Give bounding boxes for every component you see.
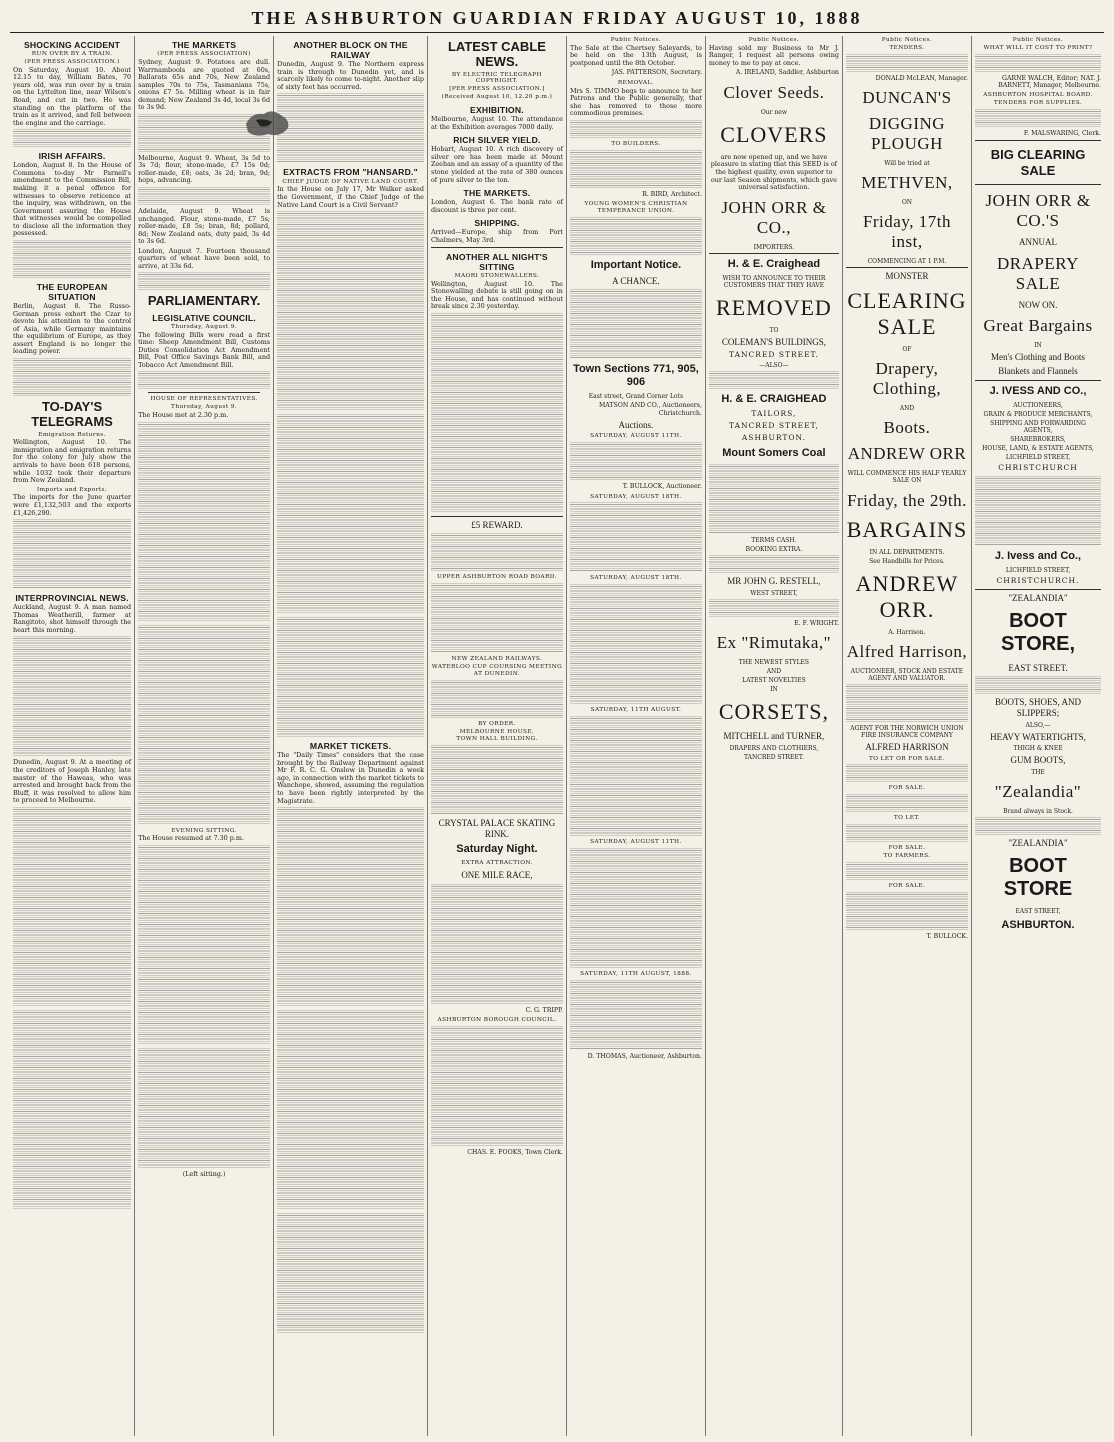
lichfield-street: LICHFIELD STREET, — [1005, 566, 1071, 574]
tenders-supplies: TENDERS FOR SUPPLIES. — [993, 100, 1083, 107]
notice-railways: NEW ZEALAND RAILWAYS. — [451, 656, 543, 663]
article-text: Melbourne, August 9. Wheat, 3s 5d to 3s 7d; flour, stone-made, £7 15s 0d; roller-made, £8; oats, 3s 2d; bran, 9d; hops, advancing. — [138, 153, 271, 185]
annual: ANNUAL — [1019, 237, 1057, 247]
text-block — [975, 676, 1101, 694]
headline-interprovincial-news: INTERPROVINCIAL NEWS. — [15, 593, 129, 604]
text-block — [975, 476, 1101, 546]
auction-date: SATURDAY, AUGUST 11TH. — [590, 433, 682, 440]
signature: T. BULLOCK, Auctioneer. — [622, 483, 702, 491]
ad-line: Will be tried at — [884, 160, 930, 168]
subhead: MAORI STONEWALLERS. — [454, 272, 540, 279]
christchurch: CHRISTCHURCH. — [996, 576, 1080, 586]
europe-map-illustration — [238, 94, 300, 144]
text-block — [846, 824, 968, 842]
terms-cash: TERMS CASH. — [751, 536, 797, 544]
drapery-clothing: Drapery, Clothing, — [872, 359, 942, 399]
headline-shipping: SHIPPING. — [474, 218, 520, 229]
andrew-orr-sig: ANDREW ORR. — [855, 570, 959, 622]
notice-borough-council: ASHBURTON BOROUGH COUNCIL. — [437, 1017, 557, 1024]
article-text: Melbourne, August 10. The attendance at the Exhibition averages 7000 daily. — [430, 115, 563, 131]
headline-extracts-hansard: EXTRACTS FROM "HANSARD." — [283, 167, 418, 178]
signature: C. G. TRIPP. — [525, 1006, 563, 1014]
also: ALSO,— — [1025, 721, 1051, 729]
text-block — [431, 313, 563, 513]
latest-novelties: LATEST NOVELTIES — [742, 677, 806, 685]
important-notice: Important Notice. — [590, 258, 682, 271]
text-block — [13, 1010, 131, 1210]
digging-plough: DIGGING PLOUGH — [868, 114, 946, 154]
text-block — [431, 583, 563, 653]
article-text: Wellington, August 10. The immigration and emigration returns for the colony for July show the arrivals to have been 618 persons, while 1032 took their departure from New Zealand. — [13, 438, 132, 485]
auction-date: SATURDAY, 11TH AUGUST, 1888. — [580, 970, 692, 977]
a-harrison: A. Harrison. — [888, 628, 926, 636]
dateline: (Received August 10, 12.20 p.m.) — [441, 94, 553, 101]
ivess-heading: J. IVESS AND CO., — [989, 384, 1087, 397]
ad-line: WILL COMMENCE HIS HALF YEARLY SALE ON — [847, 470, 967, 485]
friday-29th: Friday, the 29th. — [847, 490, 967, 510]
text-block — [846, 892, 968, 930]
text-block — [277, 1010, 424, 1210]
what-will-it-cost: WHAT WILL IT COST TO PRINT? — [983, 44, 1093, 51]
big-clearing-sale: BIG CLEARING SALE — [990, 147, 1086, 178]
signature: DONALD McLEAN, Manager. — [875, 74, 968, 82]
text-block — [570, 289, 702, 359]
article-text: London, August 6. The bank rate of discount is three per cent. — [430, 198, 563, 214]
great-bargains: Great Bargains — [983, 316, 1093, 336]
drapers-clothiers: DRAPERS AND CLOTHIERS, — [729, 745, 819, 752]
ivess-sig: J. Ivess and Co., — [994, 550, 1082, 563]
to-farmers: TO FARMERS. — [883, 852, 931, 859]
text-block — [13, 519, 131, 589]
text-block — [846, 764, 968, 782]
text-block — [13, 129, 131, 147]
craighead-tailors: H. & E. CRAIGHEAD — [721, 393, 827, 406]
west-street: WEST STREET, — [750, 589, 798, 597]
press-credit: [PER PRESS ASSOCIATION.] — [449, 86, 545, 93]
column-5 — [567, 36, 706, 1436]
notice-skating-rink: CRYSTAL PALACE SKATING RINK. — [438, 818, 556, 839]
zealandia-brand: "Zealandia" — [994, 781, 1082, 801]
auction-date: SATURDAY, AUGUST 18TH. — [590, 575, 682, 582]
article-text: Dunedin, August 9. The Northern express train is through to Dunedin yet, and is scarcely likely to come to-night. Another slip of sixty feet has occurred. — [277, 60, 424, 91]
heavy-watertights: HEAVY WATERTIGHTS, — [990, 731, 1086, 742]
text-block — [709, 599, 839, 617]
article-text: The House resumed at 7.30 p.m. — [138, 834, 244, 843]
ad-line: Our new — [760, 108, 787, 116]
signature: JAS. PATTERSON, Secretary. — [611, 69, 702, 77]
mount-somers-coal: Mount Somers Coal — [722, 446, 826, 459]
boot-store-2: BOOT STORE — [1003, 854, 1073, 901]
andrew-orr: ANDREW ORR — [847, 444, 967, 464]
headline-all-nights-sitting: ANOTHER ALL NIGHT'S SITTING — [446, 251, 548, 272]
text-block — [846, 862, 968, 880]
text-block — [431, 680, 563, 718]
ad-line: TO — [769, 326, 779, 334]
dateline: Thursday, August 9. — [171, 404, 238, 411]
text-block — [570, 716, 702, 836]
notice-text: Mrs S. TIMMO begs to announce to her Patrons and the Public generally, that she has removed to those more commodious premises. — [569, 86, 702, 118]
article-text: Berlin, August 8. The Russo-German press exhort the Czar to devote his attention to the control of Asia, while Germany maintains the equilibrium of Europe, as they assert England is no longer the leading power. — [13, 302, 132, 356]
article-text: Dunedin, August 9. At a meeting of the creditors of Joseph Hanley, late master of the Haweas, who was arrested and brought back from the Bluff, it was resolved to allow him to proceed to Melbourne. — [13, 758, 132, 805]
text-block — [846, 794, 968, 812]
dateline: Thursday, August 9. — [171, 323, 238, 330]
headline-latest-cable-news: LATEST CABLE NEWS. — [447, 39, 546, 70]
east-street-2: EAST STREET, — [1015, 907, 1061, 915]
also: —ALSO— — [759, 362, 789, 370]
divider — [846, 267, 968, 268]
notice-text: The Sale at the Chertsey Saleyards, to be held on the 13th August, is postponed until the 8th October. — [569, 43, 702, 67]
text-block — [277, 617, 424, 737]
text-block — [138, 187, 270, 205]
text-block — [138, 422, 270, 622]
headline-another-block: ANOTHER BLOCK ON THE RAILWAY — [293, 40, 408, 61]
divider — [975, 184, 1101, 185]
boot-store: BOOT STORE, — [1000, 609, 1076, 656]
text-block — [277, 211, 424, 411]
text-block — [570, 120, 702, 138]
signature: A. IRELAND, Saddler, Ashburton — [735, 69, 839, 77]
ad-line: WISH TO ANNOUNCE TO THEIR CUSTOMERS THAT THEY HAVE — [722, 274, 826, 289]
one-mile-race: ONE MILE RACE, — [461, 870, 533, 881]
notice-melbourne-house: MELBOURNE HOUSE, — [459, 728, 535, 735]
text-block — [431, 1026, 563, 1146]
reward-notice: £5 REWARD. — [471, 519, 523, 530]
text-block — [570, 502, 702, 572]
shipping-forwarding: SHIPPING AND FORWARDING AGENTS, — [990, 419, 1086, 434]
press-credit: (PER PRESS ASSOCIATION.) — [24, 58, 120, 65]
divider — [431, 516, 563, 517]
article-text: London, August 8. In the House of Commons to-day Mr Parnell's amendment to the Commission Bill, making it a penal offence for witnesses to observe reticence at the inquiry, was withdrawn, on the Government assuring the House that witnesses would be compelled to disclose all the information they possessed. — [13, 161, 132, 238]
column-3 — [274, 36, 428, 1436]
zealandia-label: "ZEALANDIA" — [1008, 592, 1068, 603]
ashburton: ASHBURTON. — [741, 433, 806, 443]
signature: R. BIRD, Architect. — [642, 190, 702, 198]
for-sale: FOR SALE. — [888, 785, 926, 792]
thigh-knee: THIGH & KNEE — [1013, 745, 1063, 753]
subhead: Imports and Exports. — [36, 486, 108, 493]
article-text: Sydney, August 9. Potatoes are dull. Warrnambools are quoted at 60s, Ballarats 65s and 70s, New Zealand samples 70s to 75s, Tasmanians 75s, onions £7 5s. Milling wheat is in fair demand; New Zealand 3s 4d, local 3s 6d to 3s 9d. — [138, 57, 271, 112]
john-orr-cos: JOHN ORR & CO.'S — [985, 190, 1091, 230]
signature: T. BULLOCK. — [926, 932, 968, 940]
hospital-board: ASHBURTON HOSPITAL BOARD. — [983, 92, 1093, 99]
text-block — [570, 980, 702, 1050]
section-label: Public Notices. — [610, 37, 662, 43]
ad-line: AUCTIONEER, STOCK AND ESTATE AGENT AND VALUATOR. — [850, 667, 964, 682]
alfred-harrison-sig: ALFRED HARRISON — [865, 742, 949, 752]
signature: F. MALSWARING, Clerk. — [1023, 129, 1102, 137]
for-sale: FOR SALE. — [888, 882, 926, 889]
column-2 — [135, 36, 274, 1436]
ashburton-2: ASHBURTON. — [1001, 918, 1075, 931]
sharebrokers: SHAREBROKERS, — [1010, 435, 1066, 443]
tancred-street: TANCRED STREET. — [743, 754, 804, 762]
text-block — [709, 555, 839, 573]
article-text: Auckland, August 9. A man named Thomas Weatherill, farmer at Rangitoto, shot himself through the heart this morning. — [13, 603, 132, 634]
ad-line: IN — [770, 686, 778, 694]
extra-attraction: EXTRA ATTRACTION. — [461, 860, 533, 867]
section-label: Public Notices. — [1012, 37, 1064, 43]
text-block — [570, 217, 702, 255]
section-label: Public Notices. — [748, 37, 800, 43]
text-block — [277, 1213, 424, 1333]
boots-shoes: BOOTS, SHOES, AND SLIPPERS; — [994, 697, 1081, 718]
newest-styles: THE NEWEST STYLES — [738, 659, 810, 667]
text-block — [709, 371, 839, 389]
notice-waterloo-cup: WATERLOO CUP COURSING MEETING AT DUNEDIN. — [431, 664, 563, 677]
signature: E. F. WRIGHT. — [794, 619, 839, 627]
importers: IMPORTERS. — [753, 243, 795, 251]
article-text: Wellington, August 10. The Stonewalling debate is still going on in the House, and has continued without break since 2.30 yesterday. — [430, 279, 563, 311]
article-end: (Left sitting.) — [182, 1169, 226, 1178]
blankets-flannels: Blankets and Flannels — [998, 366, 1078, 377]
subhead-legislative-council: LEGISLATIVE COUNCIL. — [152, 312, 256, 323]
article-text: On Saturday, August 10. About 12.15 to day, William Bates, 70 years old, was run over by a train on the Lyttelton line, near Wilson's Road, and cut in two. He was standing on the platform of the train as it arrived, and fell between the engine and the carriage. — [13, 65, 132, 127]
column-4 — [428, 36, 567, 1436]
methven: METHVEN, — [861, 173, 953, 193]
text-block — [570, 442, 702, 480]
notice-removal: REMOVAL. — [617, 79, 654, 86]
article-text: Arrived—Europe, ship from Port Chalmers, May 3rd. — [430, 228, 563, 244]
headline-todays-telegrams: TO-DAY'S TELEGRAMS — [31, 398, 113, 430]
grand-corner-lots: East street, Grand Corner Lots — [588, 393, 684, 401]
notice-text: Having sold my Business to Mr J. Ranger, I request all persons owing money to me to pay at once. — [708, 43, 839, 67]
divider — [975, 140, 1101, 141]
subhead: Emigration Returns. — [38, 431, 106, 438]
now-on: NOW ON. — [1018, 299, 1058, 310]
text-block — [431, 884, 563, 1004]
divider — [431, 247, 563, 248]
tailors: TAILORS, — [751, 409, 797, 419]
column-6 — [706, 36, 843, 1436]
text-block — [975, 54, 1101, 72]
notice-builders: TO BUILDERS. — [611, 140, 661, 147]
article-text: The House met at 2.30 p.m. — [138, 411, 229, 420]
tancred-street: TANCRED STREET, — [728, 421, 819, 431]
ad-line: OF — [902, 346, 912, 353]
clover-seeds: Clover Seeds. — [723, 82, 825, 102]
text-block — [138, 272, 270, 290]
text-block — [277, 414, 424, 614]
removed: REMOVED — [716, 294, 832, 320]
handbills: See Handbills for Prices. — [869, 557, 945, 565]
to-let-or-sale: TO LET OR FOR SALE. — [869, 755, 945, 762]
by-order: BY ORDER. — [478, 720, 516, 727]
divider — [709, 253, 839, 254]
auction-date: SATURDAY, AUGUST 18TH. — [590, 493, 682, 500]
headline-exhibition: EXHIBITION. — [470, 104, 524, 115]
masthead-title: THE ASHBURTON GUARDIAN FRIDAY AUGUST 10, 1888 — [251, 8, 863, 28]
column-7 — [843, 36, 972, 1436]
text-block — [431, 533, 563, 571]
text-block — [846, 54, 968, 72]
text-block — [975, 817, 1101, 835]
craighead-heading: H. & E. Craighead — [727, 257, 821, 270]
divider — [975, 380, 1101, 381]
text-block — [431, 745, 563, 815]
alfred-harrison: Alfred Harrison, — [846, 641, 968, 661]
divider — [148, 392, 260, 393]
article-text: In the House on July 17, Mr Walker asked the Government, if the Chief Judge of the Native Land Court is a Civil Servant? — [277, 185, 424, 209]
subhead: BY ELECTRIC TELEGRAPH COPYRIGHT. — [451, 71, 542, 85]
article-text: The "Daily Times" considers that the case brought by the Railway Department against Mr F. R. C. G. Onslow in Dunedin a week ago, in connection with the market tickets to Wanchope, showed, assuming the regulation to have been rightly interpreted by the Magistrate. — [277, 751, 424, 805]
colemans-buildings: COLEMAN'S BUILDINGS, — [721, 336, 826, 347]
for-sale: FOR SALE. — [888, 845, 926, 852]
east-street: EAST STREET. — [1008, 662, 1068, 673]
john-orr-co: JOHN ORR & CO., — [721, 197, 827, 237]
headline-the-markets: THE MARKETS. — [463, 188, 531, 199]
booking-extra: BOOKING EXTRA. — [745, 546, 803, 553]
notice-ywctu: YOUNG WOMEN'S CHRISTIAN TEMPERANCE UNION. — [584, 200, 688, 214]
mitchell-turner: MITCHELL and TURNER, — [723, 731, 825, 742]
text-block — [138, 845, 270, 1045]
christchurch: CHRISTCHURCH — [998, 463, 1078, 473]
subhead-house-of-representatives: HOUSE OF REPRESENTATIVES. — [150, 396, 258, 403]
text-block — [138, 625, 270, 825]
divider — [975, 589, 1101, 590]
brand-stock: Brand always in Stock. — [1003, 808, 1073, 816]
text-block — [138, 1048, 270, 1168]
auctions-heading: Auctions. — [618, 419, 654, 430]
notice-road-board: UPPER ASHBURTON ROAD BOARD. — [437, 574, 557, 581]
friday-17th: Friday, 17th inst, — [862, 212, 951, 252]
text-block — [13, 240, 131, 278]
subhead: RUN OVER BY A TRAIN. — [31, 51, 113, 58]
columns — [10, 36, 1104, 1436]
mens-clothing: Men's Clothing and Boots — [991, 352, 1085, 363]
article-text: London, August 7. Fourteen thousand quarters of wheat have been sold, to arrive, at 33s 6d. — [138, 246, 271, 270]
article-text: Hobart, August 10. A rich discovery of silver ore has been made at Mount Zeehan and an assay of a quantity of the stone yielded at the rate of 380 ounces of pure silver to the ton. — [430, 145, 563, 184]
house-land-estate: HOUSE, LAND, & ESTATE AGENTS, — [982, 445, 1094, 453]
headline-irish-affairs: IRISH AFFAIRS. — [38, 151, 106, 162]
norwich-union: AGENT FOR THE NORWICH UNION FIRE INSURANCE COMPANY — [850, 724, 964, 739]
article-text: The following Bills were read a first time: Sheep Amendment Bill, Customs Duties Consolidation Act Amendment Bill, Post Office Savings Bank Bill, and Tobacco Act Amendment Bill. — [138, 330, 271, 369]
signature: MATSON AND CO., Auctioneers, Christchurch. — [598, 402, 702, 417]
lichfield-street: LICHFIELD STREET, — [1005, 454, 1071, 462]
boots: Boots. — [883, 418, 931, 438]
monster: MONSTER — [885, 271, 929, 282]
signature: D. THOMAS, Auctioneer, Ashburton. — [587, 1052, 702, 1060]
corsets: CORSETS, — [718, 699, 829, 725]
ex-rimutaka: Ex "Rimutaka," — [716, 633, 832, 653]
text-block — [975, 109, 1101, 127]
commencing-time: COMMENCING AT 1 P.M. — [867, 258, 947, 266]
ad-line: AND — [766, 668, 782, 676]
clovers: CLOVERS — [720, 121, 828, 147]
headline-parliamentary: PARLIAMENTARY. — [147, 293, 261, 309]
text-block — [570, 848, 702, 968]
ad-line: IN — [1034, 342, 1042, 350]
notice-tenders: TENDERS. — [889, 44, 925, 51]
text-block — [13, 807, 131, 1007]
saturday-night: Saturday Night. — [456, 843, 538, 856]
grain-produce: GRAIN & PRODUCE MERCHANTS, — [983, 410, 1093, 418]
town-sections: Town Sections 771, 905, 906 — [573, 363, 699, 389]
text-block — [138, 371, 270, 389]
a-chance: A CHANCE. — [612, 275, 660, 286]
auction-date: SATURDAY, AUGUST 11TH. — [590, 839, 682, 846]
ad-text: are now opened up, and we have pleasure in stating that this SEED is of the highest quality, even superior to our last Season shipments, which gave universal satisfaction. — [710, 152, 838, 192]
column-1 — [10, 36, 135, 1436]
duncans: DUNCAN'S — [862, 87, 952, 107]
headline-rich-silver-yield: RICH SILVER YIELD. — [453, 135, 541, 146]
all-departments: IN ALL DEPARTMENTS. — [869, 548, 945, 556]
article-text: The imports for the June quarter were £1,132,503 and the exports £1,426,290. — [13, 493, 132, 517]
to-let: TO LET. — [893, 815, 921, 822]
tancred-street: TANCRED STREET. — [728, 349, 819, 359]
headline-markets: THE MARKETS — [171, 40, 237, 50]
press-credit: (PER PRESS ASSOCIATION) — [157, 51, 251, 58]
text-block — [570, 150, 702, 188]
text-block — [13, 636, 131, 756]
john-restell: MR JOHN G. RESTELL, — [727, 576, 821, 587]
ad-line: ON — [901, 199, 913, 207]
clearing-sale: CLEARING SALE — [847, 288, 967, 340]
ad-line: AND — [899, 405, 915, 413]
signature: CHAS. E. FOOKS, Town Clerk. — [467, 1149, 563, 1157]
headline-european-situation: THE EUROPEAN SITUATION — [36, 281, 108, 302]
bargains: BARGAINS — [846, 516, 968, 542]
headline-market-tickets: MARKET TICKETS. — [309, 741, 392, 752]
article-text: Adelaide, August 9. Wheat is unchanged. Flour, stone-made, £7 5s; roller-made, £8 5s; bran, 8d; pollard, 8d; New Zealand oats, duty paid, 3s 4d to 3s 6d. — [138, 206, 271, 246]
text-block — [709, 464, 839, 534]
drapery-sale: DRAPERY SALE — [997, 253, 1079, 293]
gum-boots: GUM BOOTS, — [1010, 755, 1066, 766]
text-block — [277, 807, 424, 1007]
notice-town-hall: TOWN HALL BUILDING. — [456, 736, 538, 743]
subhead-chief-judge: CHIEF JUDGE OF NATIVE LAND COURT. — [282, 178, 419, 185]
masthead — [10, 6, 1104, 33]
signature: GARNE WALCH, Editor; NAT. J. BARNETT, Manager, Melbourne. — [998, 74, 1102, 89]
column-8 — [972, 36, 1104, 1436]
ad-line: THE — [1031, 768, 1045, 776]
auction-date: SATURDAY, 11TH AUGUST. — [590, 707, 682, 714]
text-block — [570, 584, 702, 704]
auctioneers: AUCTIONEERS, — [1013, 401, 1063, 409]
zealandia-label-2: "ZEALANDIA" — [1008, 838, 1068, 849]
section-label: Public Notices. — [881, 37, 933, 43]
text-block — [13, 358, 131, 396]
subhead-evening-sitting: EVENING SITTING. — [171, 827, 237, 834]
text-block — [846, 684, 968, 722]
headline-shocking-accident: SHOCKING ACCIDENT — [23, 40, 121, 50]
